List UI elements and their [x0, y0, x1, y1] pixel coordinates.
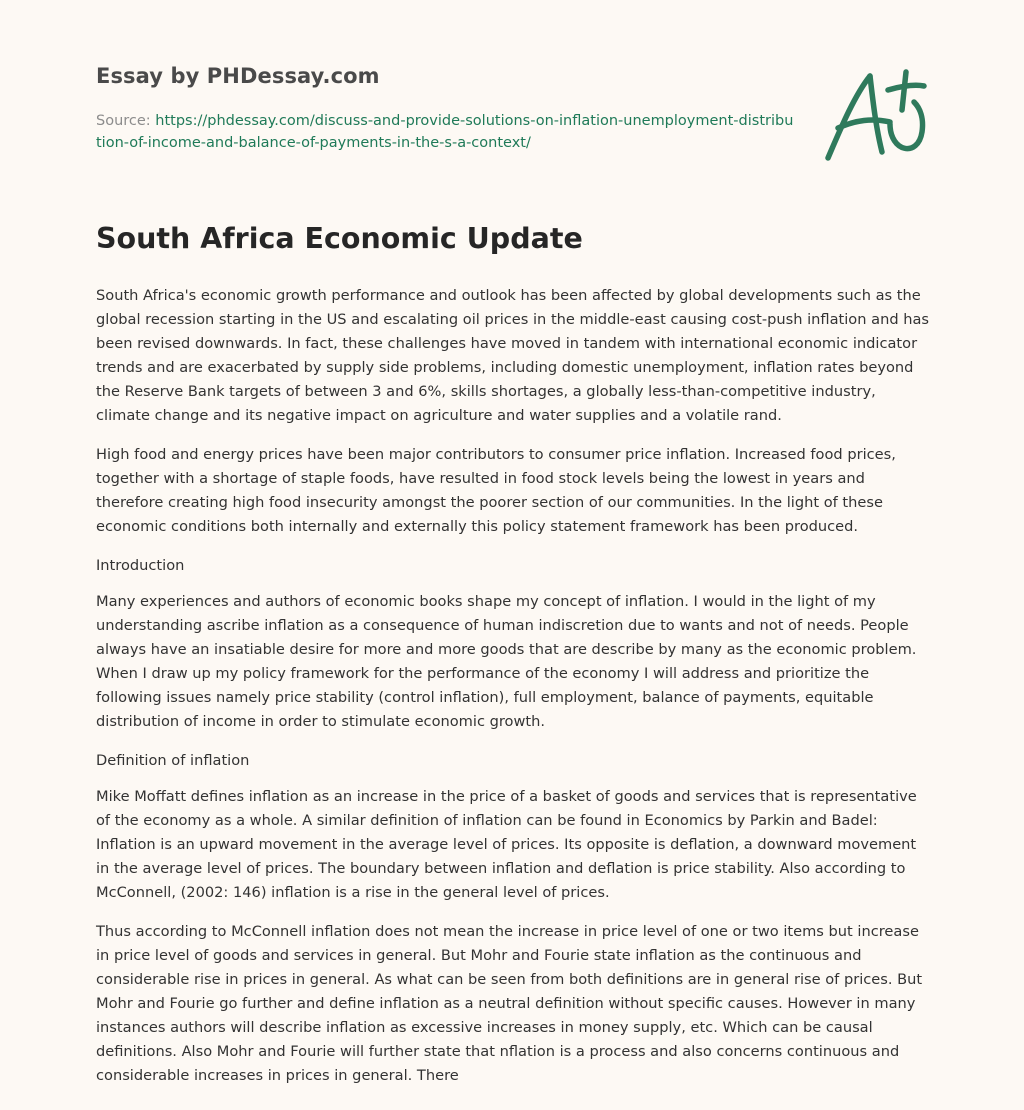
- source-line: [96, 110, 796, 154]
- paragraph: Many experiences and authors of economic books shape my concept of inflation. I would in the light of my understanding ascribe inflation as a consequence of human indiscretion due to wants and not of needs. People always have an insatiable desire for more and more goods that are describe by many as the economic problem. When I draw up my policy framework for the performance of the economy I will address and prioritize the following issues namely price stability (control inflation), full employment, balance of payments, equitable distribution of income in order to stimulate economic growth.: [96, 593, 917, 730]
- a-plus-logo-icon: [818, 62, 934, 170]
- paragraph: Thus according to McConnell inflation does not mean the increase in price level of one or two items but increase in price level of goods and services in general. But Mohr and Fourie state inflation as the continuous and considerable rise in prices in general. As what can be seen from both definitions are in general rise of prices. But Mohr and Fourie go further and define inflation as a neutral definition without specific causes. However in many instances authors will describe inflation as excessive increases in money supply, etc. Which can be causal definitions. Also Mohr and Fourie will further state that nflation is a process and also concerns continuous and considerable increases in prices in general. There: [96, 923, 923, 1084]
- section-heading-introduction: Introduction: [96, 557, 185, 574]
- paragraph: Mike Moffatt defines inflation as an increase in the price of a basket of goods and services that is representative of the economy as a whole. A similar definition of inflation can be found in Economics by Parkin and Badel: Inflation is an upward movement in the average level of prices. Its opposite is deflation, a downward movement in the average level of prices. The boundary between inflation and deflation is price stability. Also according to McConnell, (2002: 146) inflation is a rise in the general level of prices.: [96, 788, 917, 901]
- source-label: Source:: [96, 113, 156, 129]
- paragraph: High food and energy prices have been major contributors to consumer price inflation. Increased food prices, together with a shortage of staple foods, have resulted in food stock levels being the lowest in years and therefore creating high food insecurity amongst the poorer section of our communities. In the light of these economic conditions both internally and externally this policy statement framework has been produced.: [96, 446, 896, 535]
- section-heading-definition: Definition of inflation: [96, 752, 250, 769]
- essay-title: South Africa Economic Update: [96, 222, 583, 255]
- paragraph: South Africa's economic growth performance and outlook has been affected by global developments such as the global recession starting in the US and escalating oil prices in the middle-east causing cost-push inflation and has been revised downwards. In fact, these challenges have moved in tandem with international economic indicator trends and are exacerbated by supply side problems, including domestic unemployment, inflation rates beyond the Reserve Bank targets of between 3 and 6%, skills shortages, a globally less-than-competitive industry, climate change and its negative impact on agriculture and water supplies and a volatile rand.: [96, 287, 930, 424]
- essay-body: [96, 284, 932, 1103]
- source-link[interactable]: https://phdessay.com/discuss-and-provide-solutions-on-inflation-unemployment-distribution-of-income-and-balance-of-payments-in-the-s-a-context/: [96, 113, 794, 151]
- site-title: Essay by PHDessay.com: [96, 64, 380, 88]
